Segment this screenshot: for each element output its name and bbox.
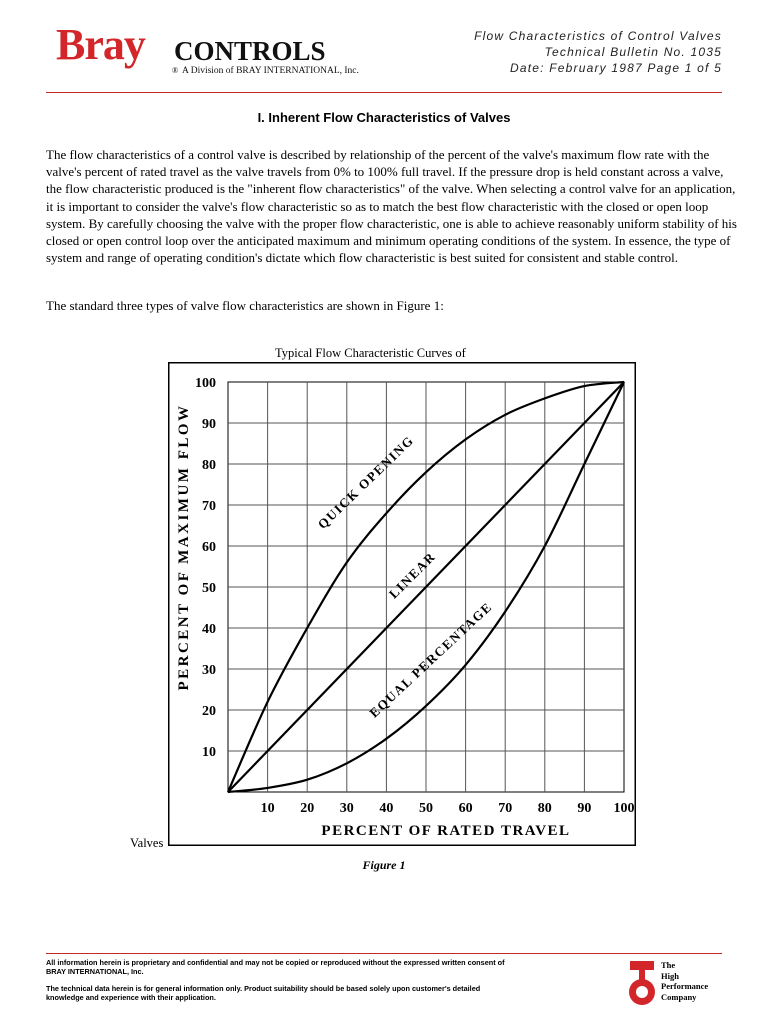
y-tick-label: 70 bbox=[202, 499, 216, 514]
body-paragraph: The flow characteristics of a control valve is described by relationship of the percent of the valve's maximum flow rate with the valve's percent of rated travel as the valve travels from 0% to 100% full travel. If the pressure drop is held constant across a valve, the flow characteristic produced is the "inherent flow characteristics" of the valve. When selecting a control valve for an application, it is important to consider the valve's flow characteristic so as to match the best flow characteristic with the closed or open loop system. By carefully choosing the valve with the proper flow characteristic, one is able to achieve reasonably uniform stability of his closed or open control loop over the anticipated maximum and minimum operating conditions of the system. In essence, the type of system and range of operating condition's dictate which flow characteristic is best suited for consistent and stable control. bbox=[46, 147, 737, 266]
footer-disclaimer bbox=[46, 958, 516, 1010]
document-title: Flow Characteristics of Control Valves bbox=[474, 29, 722, 43]
x-tick-label: 30 bbox=[339, 801, 354, 816]
tagline-line: Performance bbox=[661, 981, 709, 991]
footer-suitability-notice: The technical data herein is for general information only. Product suitability should be based solely upon customer's detailed knowledge and experience with their application. bbox=[46, 983, 481, 1003]
tagline-line: Company bbox=[661, 991, 697, 1002]
x-tick-label: 10 bbox=[260, 801, 275, 816]
y-tick-label: 20 bbox=[202, 704, 216, 719]
chart-svg bbox=[168, 362, 636, 846]
bray-controls-logo bbox=[56, 20, 359, 82]
tagline-line: The bbox=[661, 960, 676, 970]
y-tick-label: 30 bbox=[202, 663, 216, 678]
footer-divider bbox=[46, 953, 722, 954]
bulletin-number: Technical Bulletin No. 1035 bbox=[544, 45, 722, 59]
bray-emblem-icon bbox=[626, 958, 660, 1008]
footer-tagline bbox=[661, 960, 708, 1002]
equal-percentage-label: EQUAL PERCENTAGE bbox=[366, 598, 496, 721]
x-tick-label: 70 bbox=[498, 801, 513, 816]
chart-title: Typical Flow Characteristic Curves of bbox=[275, 346, 466, 360]
header-divider bbox=[46, 92, 722, 93]
quick-opening-label: QUICK OPENING bbox=[314, 432, 417, 532]
x-tick-label: 40 bbox=[379, 801, 394, 816]
figure-intro-text: The standard three types of valve flow characteristics are shown in Figure 1: bbox=[46, 298, 444, 313]
y-tick-label: 50 bbox=[202, 581, 216, 596]
y-tick-label: 40 bbox=[202, 622, 216, 637]
document-header-info bbox=[474, 28, 722, 76]
logo-registered-mark: ® bbox=[172, 66, 179, 75]
y-tick-label: 60 bbox=[202, 540, 216, 555]
y-tick-label: 10 bbox=[202, 745, 216, 760]
x-axis-title: PERCENT OF RATED TRAVEL bbox=[321, 823, 571, 839]
x-tick-label: 50 bbox=[419, 801, 433, 816]
x-tick-label: 90 bbox=[577, 801, 592, 816]
x-tick-label: 20 bbox=[300, 801, 315, 816]
x-tick-label: 60 bbox=[458, 801, 473, 816]
x-tick-label: 80 bbox=[537, 801, 552, 816]
figure-caption: Figure 1 bbox=[362, 858, 406, 872]
tagline-line: High bbox=[661, 970, 679, 981]
logo-division-text: A Division of BRAY INTERNATIONAL, Inc. bbox=[182, 66, 359, 76]
chart-frame bbox=[169, 363, 636, 846]
x-tick-label: 100 bbox=[613, 801, 635, 816]
y-tick-label: 90 bbox=[202, 417, 216, 432]
document-date-page: Date: February 1987 Page 1 of 5 bbox=[510, 61, 722, 75]
section-title: I. Inherent Flow Characteristics of Valves bbox=[257, 110, 511, 125]
logo-brand-text: Bray bbox=[56, 20, 145, 69]
linear-label: LINEAR bbox=[385, 548, 439, 602]
footer-proprietary-notice: All information herein is proprietary and confidential and may not be copied or reproduced without the expressed written consent of BRAY INTERNATIONAL, Inc. bbox=[46, 958, 505, 977]
chart-title-continuation: Valves bbox=[130, 836, 164, 850]
y-tick-label: 100 bbox=[195, 376, 216, 391]
logo-product-text: CONTROLS bbox=[174, 36, 326, 66]
y-tick-label: 80 bbox=[202, 458, 216, 473]
y-axis-title: PERCENT OF MAXIMUM FLOW bbox=[176, 403, 192, 691]
flow-characteristic-chart bbox=[168, 362, 636, 846]
